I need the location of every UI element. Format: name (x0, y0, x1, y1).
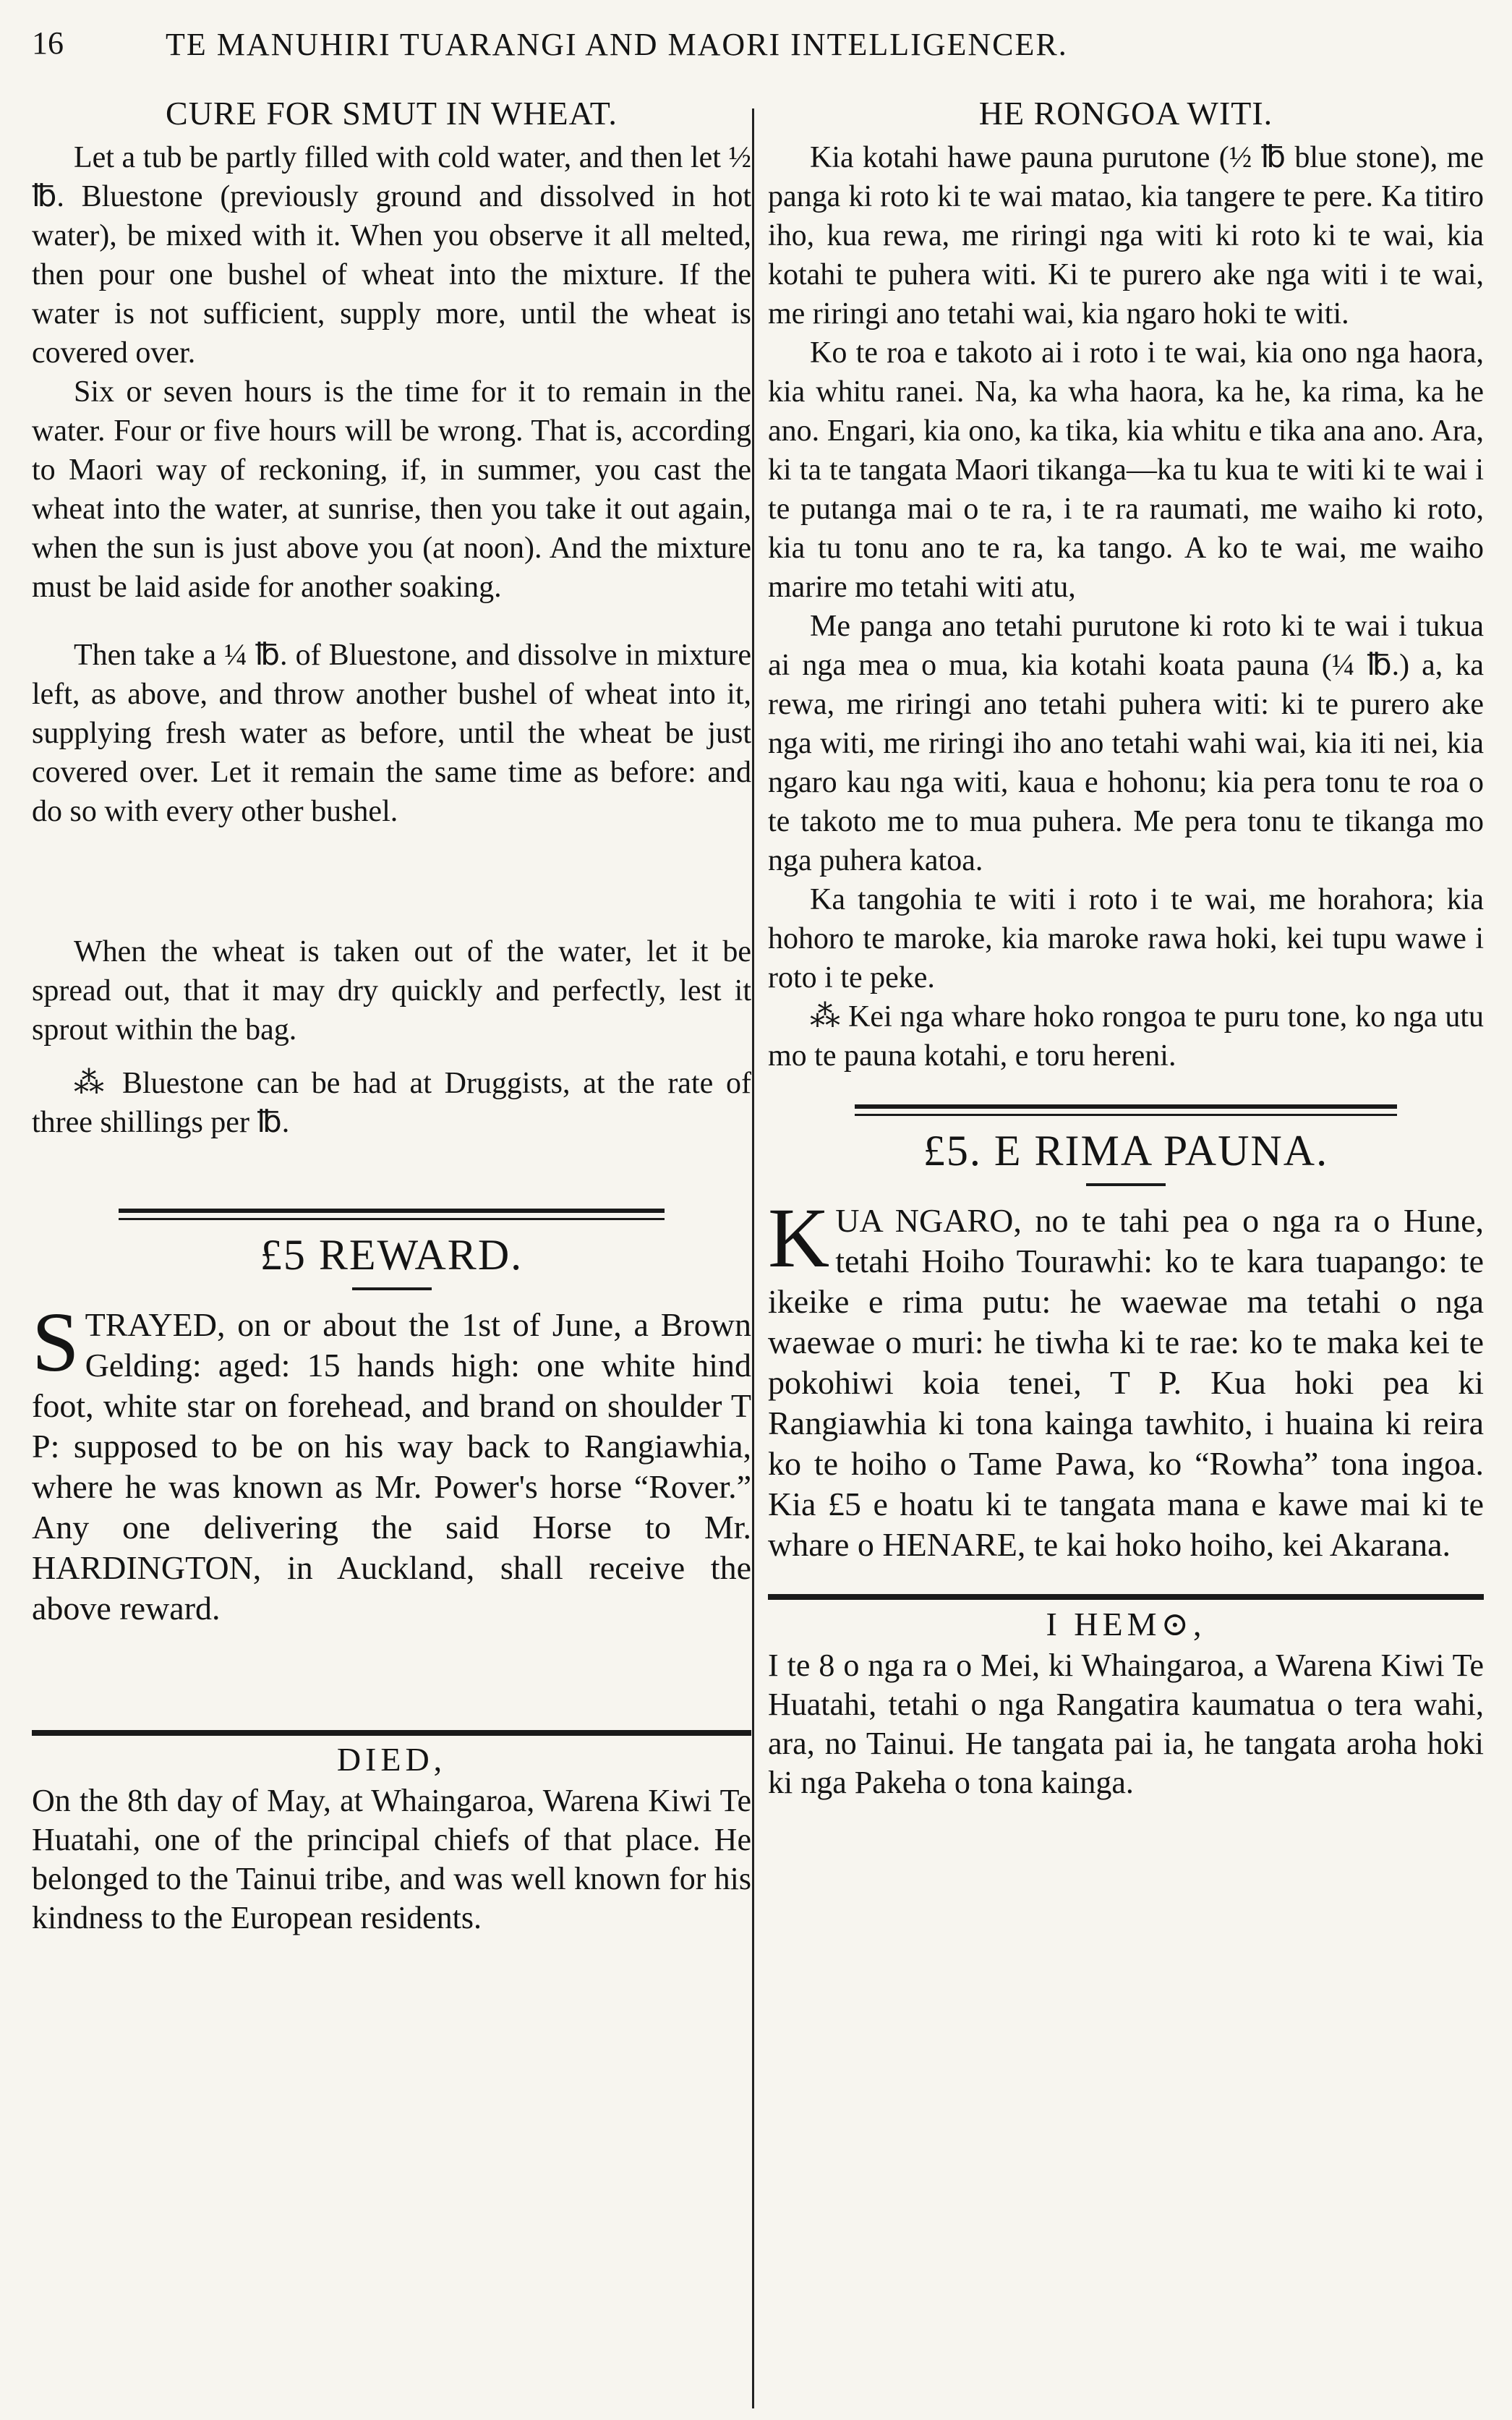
reward-text-mi: UA NGARO, no te tahi pea o nga ra o Hune, tetahi Hoiho Tourawhi: ko te kara tuapango: te ikeike e rima putu: he waewae ma tetahi o nga waewae o muri: he tiwha ki te rae: ko te maka kei te pokohiwi koia tenei, T P. Kua hoki pea ki Rangiawhia ki tona kainga tawhito, i huaina ki reira ko te hoiho o Tame Pawa, ko “Rowha” tona ingoa. Kia £5 e hoatu ki te tangata mana e kawe mai ki te whare o HENARE, te kai hoko hoiho, kei Akarana. (768, 1202, 1484, 1563)
cure-paragraph-3-mi: Me panga ano tetahi purutone ki roto ki te wai i tukua ai nga mea o mua, kia kotahi koata pauna (¼ ℔.) a, ka rewa, me riringi ano tetahi puhera witi: ki te purero ake nga witi, me riringi iho ano tetahi wahi wai, kia iti nei, kia ngaro kau nga witi, kaua e hohonu; kia pera tonu te roa o te takoto me to mua puhera. Me pera tonu te tikanga mo nga puhera katoa. (768, 610, 1484, 877)
bluestone-note-en: ⁂ Bluestone can be had at Druggists, at the rate of three shillings per ℔. (32, 1067, 751, 1139)
page-number: 16 (32, 25, 64, 61)
dropcap-en: S (32, 1295, 80, 1389)
cure-paragraph-2-en: Six or seven hours is the time for it to remain in the water. Four or five hours will be wrong. That is, according to Maori way of reckoning, if, in summer, you cast the wheat into the water, at sunrise, then you take it out again, when the sun is just above you (at noon). And the mixture must be laid aside for another soaking. (32, 375, 751, 604)
cure-title-en: CURE FOR SMUT IN WHEAT. (166, 95, 618, 132)
cure-paragraph-2-mi: Ko te roa e takoto ai i roto i te wai, kia ono nga haora, kia whitu ranei. Na, ka wha haora, ka he, ka rima, ka he ano. Engari, kia ono, ka tika, kia whitu e tika ana ano. Ara, ki ta te tangata Maori tikanga—ka tu kua te witi ki te wai i te putanga mai o te ra, i te ra raumati, me waiho ki roto, kia tu tonu ano te ra, ka tango. A ko te wai, me waiho marire mo tetahi witi atu, (768, 336, 1484, 604)
cure-paragraph-1-mi: Kia kotahi hawe pauna purutone (½ ℔ blue stone), me panga ki roto ki te wai matao, kia tangere te pere. Ka titiro iho, kua rewa, me riringi nga witi ki roto ki te wai, kia kotahi te puhera witi. Ki te purero ake nga witi i te wai, me riringi ano tetahi wai, kia ngaro hoki te witi. (768, 141, 1484, 331)
reward-title-en: £5 REWARD. (260, 1231, 524, 1279)
cure-paragraph-3-en: Then take a ¼ ℔. of Bluestone, and dissolve in mixture left, as above, and throw another bushel of wheat into it, supplying fresh water as before, until the wheat be just covered over. Let it remain the same time as before: and do so with every other bushel. (32, 639, 751, 828)
section-rule (855, 1104, 1397, 1116)
english-column (32, 94, 751, 1938)
cure-paragraph-4-mi: Ka tangohia te witi i roto i te wai, me horahora; kia hohoro te maroke, kia maroke rawa hoki, kei tupu wawe i roto i te peke. (768, 883, 1484, 994)
maori-column (768, 94, 1484, 1802)
cure-title-mi: HE RONGOA WITI. (978, 95, 1273, 132)
page-header (32, 20, 1480, 71)
reward-text-en: TRAYED, on or about the 1st of June, a Brown Gelding: aged: 15 hands high: one white hind foot, white star on forehead, and brand on shoulder T P: supposed to be on his way back to Rangiawhia, where he was known as Mr. Power's horse “Rover.” Any one delivering the said Horse to Mr. HARDINGTON, in Auckland, shall receive the above reward. (32, 1306, 751, 1627)
died-rule (768, 1594, 1484, 1600)
reward-notice-mi (768, 1190, 1484, 1565)
short-rule (352, 1287, 432, 1290)
died-rule (32, 1730, 751, 1736)
died-notice-mi: I te 8 o nga ra o Mei, ki Whaingaroa, a Warena Kiwi Te Huatahi, tetahi o nga Rangatira kaumatua o tera wahi, ara, no Tainui. He tangata pai ia, he tangata aroha hoki ki nga Pakeha o tona kainga. (768, 1648, 1484, 1800)
column-divider (752, 108, 754, 2408)
dropcap-mi: K (768, 1190, 830, 1285)
newspaper-title: TE MANUHIRI TUARANGI AND MAORI INTELLIGENCER. (166, 27, 1068, 62)
died-title-mi: I HEM⊙, (1046, 1606, 1206, 1643)
bluestone-note-mi: ⁂ Kei nga whare hoko rongoa te puru tone, ko nga utu mo te pauna kotahi, e toru hereni. (768, 1000, 1484, 1073)
reward-notice-en (32, 1295, 751, 1629)
reward-title-mi: £5. E RIMA PAUNA. (923, 1127, 1329, 1175)
died-notice-en: On the 8th day of May, at Whaingaroa, Warena Kiwi Te Huatahi, one of the principal chiefs of that place. He belonged to the Tainui tribe, and was well known for his kindness to the European residents. (32, 1783, 751, 1935)
short-rule (1086, 1183, 1166, 1186)
cure-paragraph-1-en: Let a tub be partly filled with cold water, and then let ½ ℔. Bluestone (previously ground and dissolved in hot water), be mixed with it. When you observe it all melted, then pour one bushel of wheat into the mixture. If the water is not sufficient, supply more, until the wheat is covered over. (32, 141, 751, 370)
cure-paragraph-4-en: When the wheat is taken out of the water, let it be spread out, that it may dry quickly and perfectly, lest it sprout within the bag. (32, 935, 751, 1047)
section-rule (119, 1209, 665, 1220)
died-title-en: DIED, (336, 1741, 447, 1778)
